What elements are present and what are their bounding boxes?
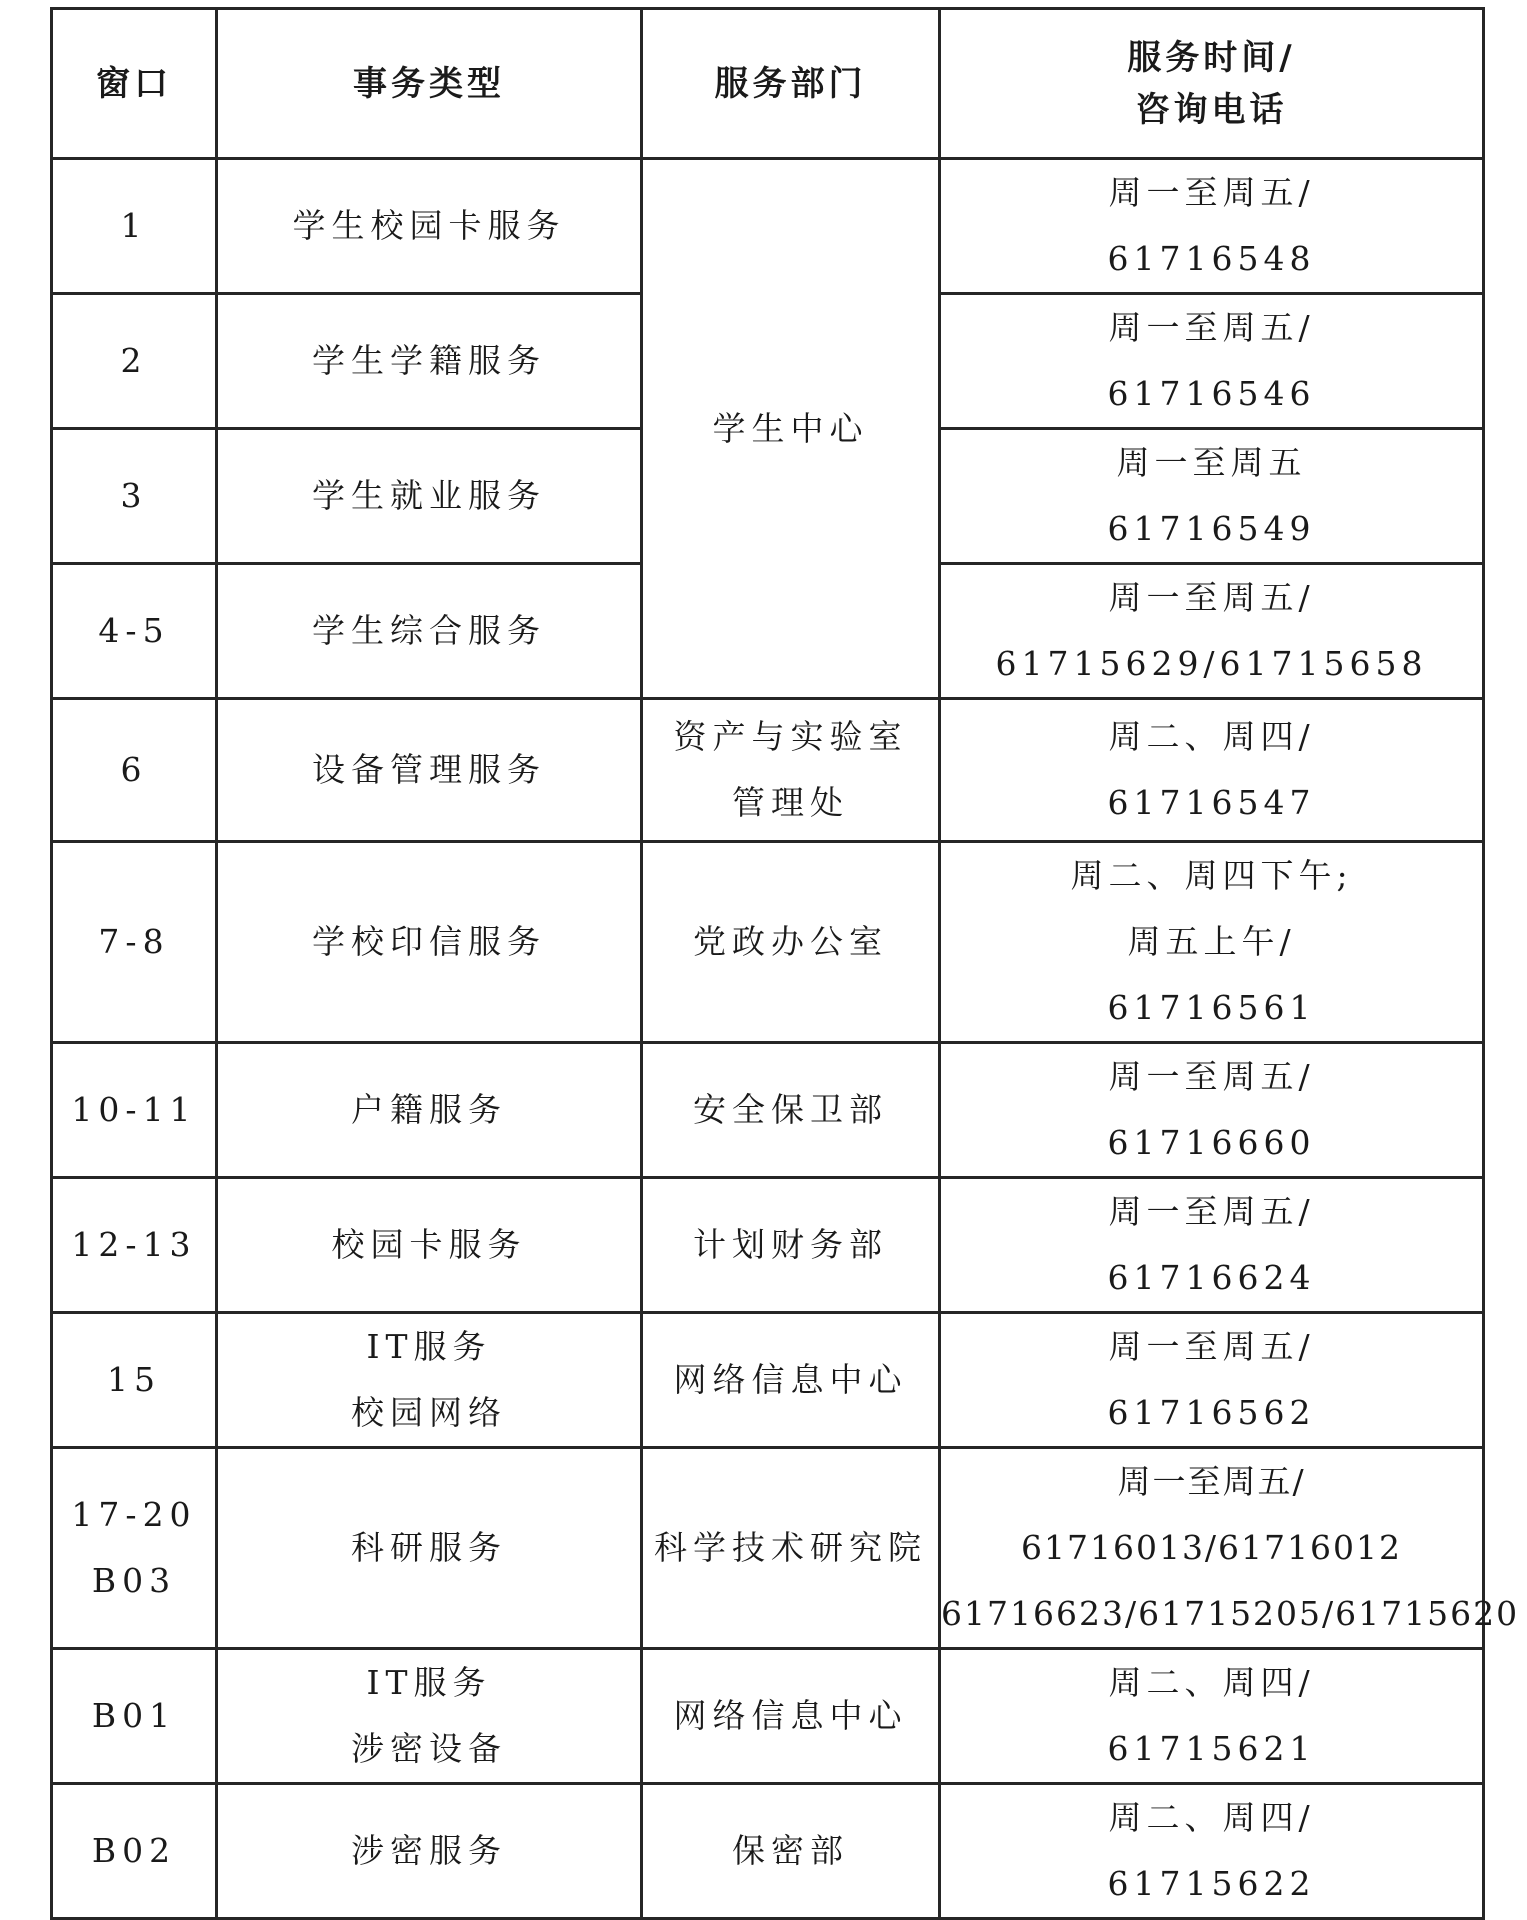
type-cell — [217, 1784, 642, 1919]
window-cell: 6 — [52, 699, 217, 842]
window-cell: 1 — [52, 159, 217, 294]
time-line: 周一至周五/ — [1108, 1327, 1315, 1366]
time-cell — [940, 1448, 1520, 1649]
time-line: 周五上午/ — [1127, 922, 1296, 961]
phone-line: 61716624 — [1107, 1258, 1316, 1297]
type-line: IT服务 — [366, 1327, 492, 1366]
type-line: 校园卡服务 — [331, 1225, 527, 1264]
window-cell: 7-8 — [52, 842, 217, 1043]
dept-cell — [642, 1649, 940, 1784]
phone-line: 61716562 — [1107, 1393, 1316, 1432]
type-cell — [217, 564, 642, 699]
type-cell — [217, 1043, 642, 1178]
time-cell — [940, 1313, 1484, 1448]
type-line: 校园网络 — [351, 1393, 507, 1432]
type-cell — [217, 1178, 642, 1313]
service-window-table — [50, 7, 1520, 1920]
table-row — [52, 1448, 1484, 1649]
dept-cell — [642, 1448, 940, 1649]
time-cell — [940, 1649, 1484, 1784]
dept-line: 资产与实验室 — [673, 717, 908, 756]
window-cell: 10-11 — [52, 1043, 217, 1178]
type-cell — [217, 1649, 642, 1784]
phone-line: 61715622 — [1107, 1864, 1316, 1903]
header-type: 事务类型 — [217, 9, 642, 159]
dept-line: 党政办公室 — [693, 922, 888, 961]
time-cell — [940, 699, 1484, 842]
time-line: 周一至周五 — [1116, 443, 1307, 482]
window-cell: 2 — [52, 294, 217, 429]
dept-cell-student-center: 学生中心 — [642, 159, 940, 699]
time-cell — [940, 294, 1484, 429]
header-time-phone — [940, 9, 1484, 159]
time-line: 周一至周五/ — [1108, 173, 1315, 212]
time-line: 周一至周五/ — [1108, 308, 1315, 347]
time-cell — [940, 564, 1484, 699]
window-cell: B01 — [52, 1649, 217, 1784]
dept-line: 保密部 — [732, 1831, 849, 1870]
time-line: 周一至周五/ — [1117, 1462, 1306, 1501]
dept-cell — [642, 1313, 940, 1448]
window-line: B03 — [91, 1561, 177, 1600]
type-line: 学生学籍服务 — [312, 341, 546, 380]
header-time-line1: 服务时间/ — [1127, 37, 1296, 78]
phone-line: 61716547 — [1107, 783, 1316, 822]
phone-line: 61716549 — [1107, 509, 1316, 548]
type-line: 学生综合服务 — [312, 611, 546, 650]
time-cell — [940, 842, 1484, 1043]
table-row — [52, 1649, 1484, 1784]
header-row — [52, 9, 1484, 159]
type-cell — [217, 1448, 642, 1649]
type-line: IT服务 — [366, 1663, 492, 1702]
table-row — [52, 842, 1484, 1043]
window-cell — [52, 1448, 217, 1649]
table-row — [52, 1313, 1484, 1448]
type-cell — [217, 159, 642, 294]
phone-line: 61716660 — [1107, 1123, 1316, 1162]
table-row — [52, 1178, 1484, 1313]
time-cell — [940, 159, 1484, 294]
type-cell — [217, 429, 642, 564]
window-cell: 15 — [52, 1313, 217, 1448]
type-line: 学校印信服务 — [312, 922, 546, 961]
window-cell: B02 — [52, 1784, 217, 1919]
time-cell — [940, 1784, 1484, 1919]
phone-line: 61716013/61716012 — [1020, 1528, 1403, 1567]
time-line: 周一至周五/ — [1108, 1192, 1315, 1231]
dept-cell — [642, 1178, 940, 1313]
type-line: 涉密服务 — [351, 1831, 507, 1870]
dept-cell — [642, 1043, 940, 1178]
dept-line: 计划财务部 — [693, 1225, 888, 1264]
time-line: 周一至周五/ — [1108, 578, 1315, 617]
time-cell — [940, 1043, 1484, 1178]
type-cell — [217, 294, 642, 429]
dept-cell — [642, 842, 940, 1043]
time-cell — [940, 1178, 1484, 1313]
phone-line: 61715629/61715658 — [995, 644, 1428, 683]
header-dept: 服务部门 — [642, 9, 940, 159]
type-line: 户籍服务 — [351, 1090, 507, 1129]
phone-line: 61716623/61715205/61715620 — [941, 1594, 1520, 1633]
type-line: 学生校园卡服务 — [292, 206, 566, 245]
dept-line: 网络信息中心 — [673, 1360, 908, 1399]
time-line: 周一至周五/ — [1108, 1057, 1315, 1096]
phone-line: 61716548 — [1107, 239, 1316, 278]
type-cell — [217, 1313, 642, 1448]
header-window: 窗口 — [52, 9, 217, 159]
phone-line: 61715621 — [1107, 1729, 1316, 1768]
dept-cell — [642, 1784, 940, 1919]
phone-line: 61716546 — [1107, 374, 1316, 413]
table-row — [52, 1784, 1484, 1919]
time-line: 周二、周四/ — [1108, 717, 1315, 756]
phone-line: 61716561 — [1107, 988, 1316, 1027]
type-line: 设备管理服务 — [312, 750, 546, 789]
type-line: 科研服务 — [351, 1528, 507, 1567]
table-row — [52, 699, 1484, 842]
table-row — [52, 159, 1484, 294]
type-cell — [217, 699, 642, 842]
type-line: 学生就业服务 — [312, 476, 546, 515]
window-cell: 4-5 — [52, 564, 217, 699]
window-cell: 3 — [52, 429, 217, 564]
time-cell — [940, 429, 1484, 564]
dept-cell — [642, 699, 940, 842]
dept-line: 科学技术研究院 — [654, 1528, 927, 1567]
window-line: 17-20 — [71, 1495, 197, 1534]
window-cell: 12-13 — [52, 1178, 217, 1313]
dept-line: 安全保卫部 — [693, 1090, 888, 1129]
dept-line: 网络信息中心 — [673, 1696, 908, 1735]
header-time-line2: 咨询电话 — [1135, 89, 1288, 130]
table-row — [52, 1043, 1484, 1178]
dept-line: 管理处 — [732, 783, 849, 822]
time-line: 周二、周四下午; — [1070, 856, 1353, 895]
time-line: 周二、周四/ — [1108, 1798, 1315, 1837]
time-line: 周二、周四/ — [1108, 1663, 1315, 1702]
type-cell — [217, 842, 642, 1043]
type-line: 涉密设备 — [351, 1729, 507, 1768]
